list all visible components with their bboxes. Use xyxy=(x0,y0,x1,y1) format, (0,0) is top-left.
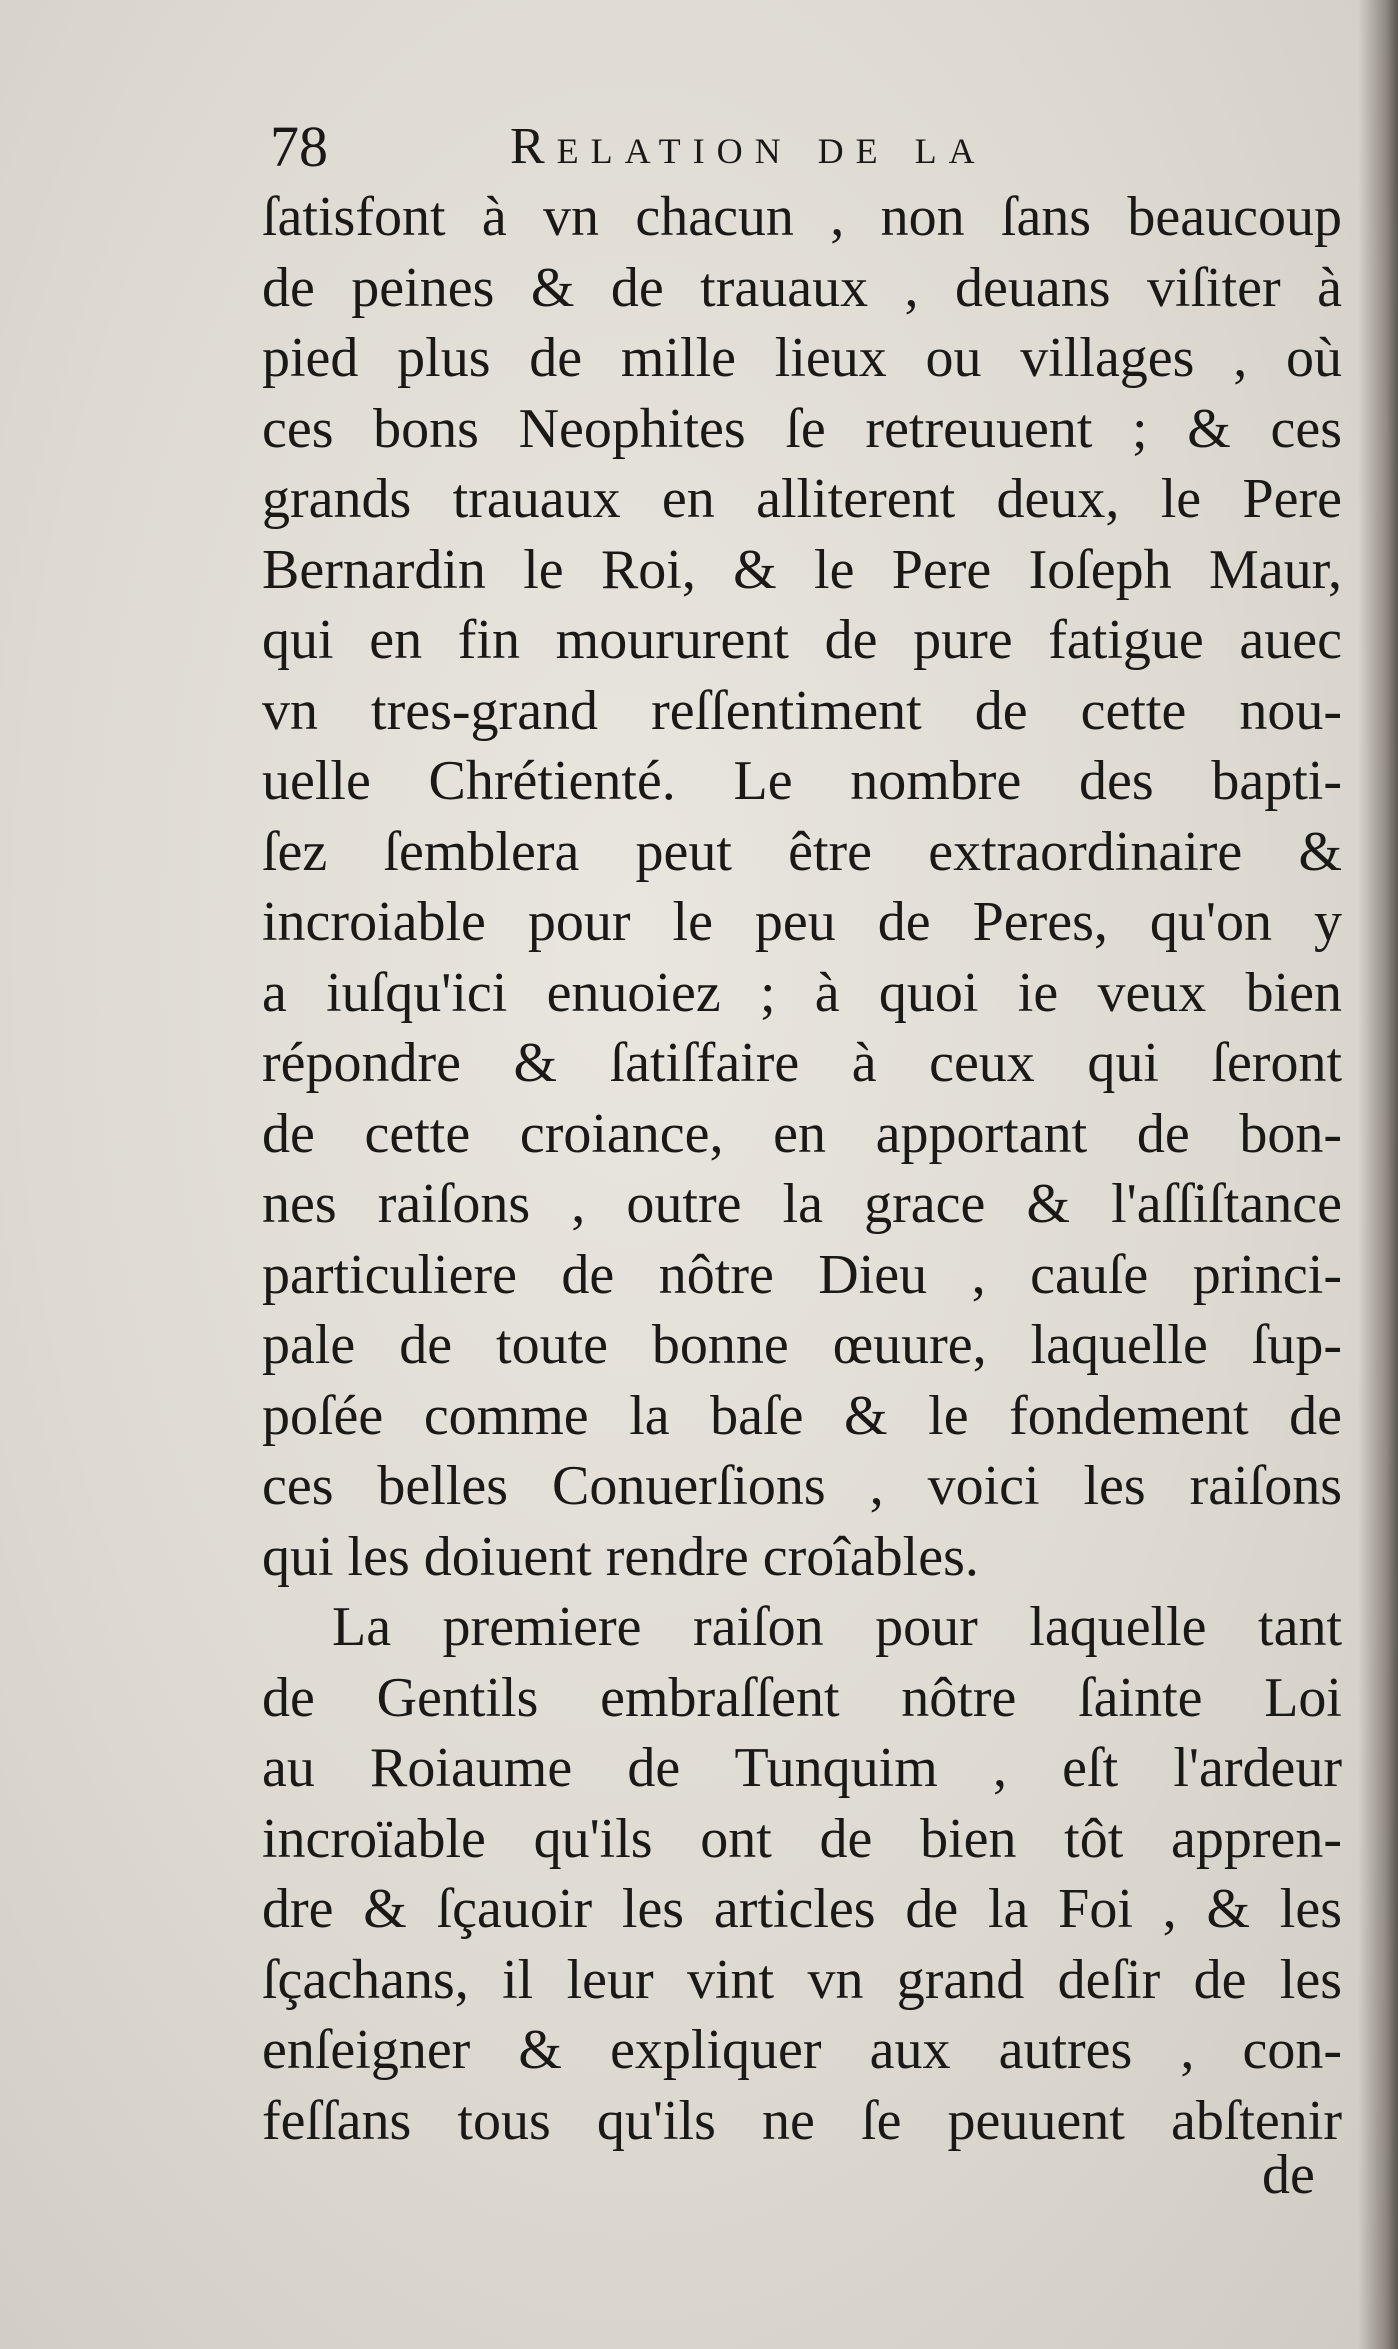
text-line: ces bons Neophites ſe retreuuent ; & ces xyxy=(262,397,1342,460)
text-line: enſeigner & expliquer aux autres , con- xyxy=(262,2019,1342,2081)
text-line: de Gentils embraſſent nôtre ſainte Loi xyxy=(262,1666,1342,1729)
running-head: Relation de la xyxy=(510,118,987,175)
text-line: Bernardin le Roi, & le Pere Ioſeph Maur, xyxy=(262,538,1342,601)
text-line: grands trauaux en alliterent deux, le Pere xyxy=(262,468,1342,530)
paragraph-end-line: qui les doiuent rendre croîables. xyxy=(262,1525,979,1588)
text-line: de cette croiance, en apportant de bon- xyxy=(262,1102,1342,1165)
paragraph-start-line: La premiere raiſon pour laquelle tant xyxy=(332,1596,1342,1658)
catchword: de xyxy=(1262,2144,1315,2206)
text-line: a iuſqu'ici enuoiez ; à quoi ie veux bien xyxy=(262,961,1342,1024)
text-line: nes raiſons , outre la grace & l'aſſiſtance xyxy=(262,1173,1342,1235)
text-line: pied plus de mille lieux ou villages , où xyxy=(262,327,1342,389)
page-edge-shadow xyxy=(1358,0,1398,2349)
page-number: 78 xyxy=(270,114,328,179)
text-line: incroïable qu'ils ont de bien tôt appren- xyxy=(262,1807,1342,1870)
text-line: particuliere de nôtre Dieu , cauſe princi- xyxy=(262,1243,1342,1306)
body-text xyxy=(262,182,1342,2156)
text-line: au Roiaume de Tunquim , eſt l'ardeur xyxy=(262,1737,1342,1799)
text-line: de peines & de trauaux , deuans viſiter à xyxy=(262,256,1342,319)
text-line: ces belles Conuerſions , voici les raiſons xyxy=(262,1455,1342,1517)
text-line: dre & ſçauoir les articles de la Foi , & les xyxy=(262,1878,1342,1940)
text-line: qui en fin moururent de pure fatigue auec xyxy=(262,609,1342,671)
text-line: feſſans tous qu'ils ne ſe peuuent abſtenir xyxy=(262,2089,1342,2152)
text-line: ſez ſemblera peut être extraordinaire & xyxy=(262,820,1342,883)
text-line: uelle Chrétienté. Le nombre des bapti- xyxy=(262,750,1342,812)
page-header xyxy=(270,112,1350,182)
text-line: incroiable pour le peu de Peres, qu'on y xyxy=(262,891,1342,953)
text-line: ſatisfont à vn chacun , non ſans beaucoup xyxy=(262,186,1342,248)
text-line: ſçachans, il leur vint vn grand deſir de les xyxy=(262,1948,1342,2011)
text-line: répondre & ſatiſfaire à ceux qui ſeront xyxy=(262,1032,1342,1094)
text-line: poſée comme la baſe & le fondement de xyxy=(262,1384,1342,1447)
text-line: vn tres-grand reſſentiment de cette nou- xyxy=(262,679,1342,742)
text-line: pale de toute bonne œuure, laquelle ſup- xyxy=(262,1314,1342,1376)
